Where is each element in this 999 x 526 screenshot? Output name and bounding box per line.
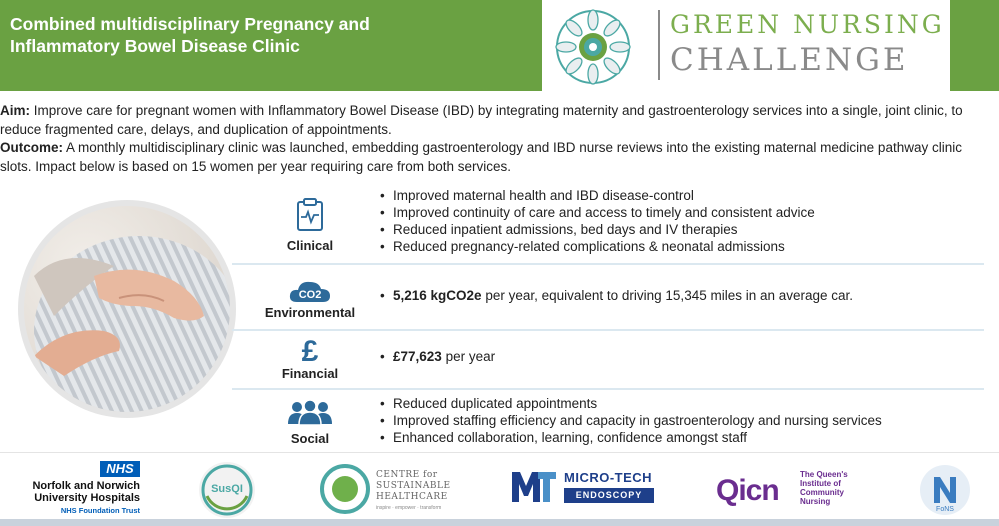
fons-icon bbox=[920, 465, 970, 515]
sunflower-logo-icon bbox=[552, 6, 634, 88]
financial-item bbox=[380, 348, 495, 365]
aim-text: Improve care for pregnant women with Inflammatory Bowel Disease (IBD) by integrating maternity and gastroenterology services into a single, joint clinic, to reduce fragmented care, delays, and duplication of appointments. bbox=[0, 103, 963, 137]
header-banner bbox=[0, 0, 999, 91]
section-divider bbox=[232, 329, 984, 331]
nhs-trust-name: NHS Foundation Trust bbox=[60, 506, 140, 515]
centre-sustainable-healthcare-logo bbox=[318, 462, 468, 518]
clinical-category bbox=[250, 198, 370, 253]
clinical-list bbox=[380, 187, 815, 255]
clinical-item: • Reduced inpatient admissions, bed days and IV therapies bbox=[380, 221, 815, 238]
clipboard-heartbeat-icon bbox=[293, 198, 327, 232]
intro-text bbox=[0, 102, 990, 176]
nhs-norfolk-norwich-logo bbox=[14, 461, 144, 517]
nhs-badge: NHS bbox=[100, 461, 140, 477]
brand-line-1: GREEN NURSING bbox=[670, 10, 945, 39]
financial-label: Financial bbox=[281, 366, 339, 381]
social-item: • Improved staffing efficiency and capacity in gastroenterology and nursing services bbox=[380, 412, 882, 429]
footer-bar bbox=[0, 519, 999, 526]
pregnant-belly-photo bbox=[24, 206, 230, 412]
clinical-item: • Improved continuity of care and access to timely and consistent advice bbox=[380, 204, 815, 221]
green-nursing-challenge-logo bbox=[542, 0, 950, 91]
people-group-icon bbox=[287, 399, 333, 425]
brand-line-2: CHALLENGE bbox=[670, 42, 909, 78]
clinical-item: • Reduced pregnancy-related complications & neonatal admissions bbox=[380, 238, 815, 255]
financial-value: £77,623 bbox=[393, 349, 442, 364]
title-line-2: Inflammatory Bowel Disease Clinic bbox=[10, 36, 300, 56]
financial-category bbox=[250, 335, 370, 381]
social-category bbox=[250, 399, 370, 446]
aim-label: Aim: bbox=[0, 103, 30, 118]
social-label: Social bbox=[290, 431, 330, 446]
environmental-list bbox=[380, 287, 853, 304]
aim-paragraph bbox=[0, 102, 990, 139]
section-divider bbox=[232, 388, 984, 390]
environmental-label: Environmental bbox=[264, 305, 356, 320]
qicn-wordmark: Qicn bbox=[716, 474, 779, 507]
qicn-logo bbox=[716, 466, 876, 514]
csh-name: CENTRE for SUSTAINABLE HEALTHCARE bbox=[376, 470, 451, 502]
pregnant-belly-photo-frame bbox=[18, 200, 236, 418]
clinical-label: Clinical bbox=[286, 238, 334, 253]
susqi-text: SusQI bbox=[211, 483, 243, 495]
financial-text: per year bbox=[441, 349, 496, 364]
fons-logo bbox=[920, 465, 970, 515]
financial-list bbox=[380, 348, 495, 365]
susqi-logo bbox=[199, 462, 255, 518]
environmental-value: 5,216 kgCO2e bbox=[393, 288, 482, 303]
micro-tech-endoscopy-logo bbox=[510, 466, 660, 506]
csh-tagline: inspire · empower · transform bbox=[376, 505, 442, 511]
section-divider bbox=[232, 263, 984, 265]
qicn-full-name: The Queen's Institute of Community Nursing bbox=[800, 470, 848, 506]
environmental-item bbox=[380, 287, 853, 304]
co2-cloud-icon bbox=[288, 278, 332, 304]
outcome-label: Outcome: bbox=[0, 140, 64, 155]
page-title bbox=[10, 13, 530, 57]
environmental-text: per year, equivalent to driving 15,345 miles in an average car. bbox=[481, 288, 854, 303]
csh-circle-icon bbox=[320, 464, 370, 514]
mt-monogram-icon bbox=[510, 468, 558, 504]
environmental-category bbox=[250, 278, 370, 320]
title-line-1: Combined multidisciplinary Pregnancy and bbox=[10, 14, 370, 34]
co2-icon-text: CO2 bbox=[298, 289, 322, 301]
fons-text: FoNS bbox=[936, 506, 954, 513]
mt-subtitle: ENDOSCOPY bbox=[564, 488, 654, 503]
pound-sign-icon: £ bbox=[301, 335, 319, 368]
clinical-item: • Improved maternal health and IBD disease-control bbox=[380, 187, 815, 204]
brand-divider bbox=[658, 10, 660, 80]
social-item: • Reduced duplicated appointments bbox=[380, 395, 882, 412]
social-item: • Enhanced collaboration, learning, confidence amongst staff bbox=[380, 429, 882, 446]
mt-name: MICRO-TECH bbox=[564, 470, 653, 485]
social-list bbox=[380, 395, 882, 446]
pregnant-belly-illustration bbox=[24, 206, 230, 412]
nhs-hospital-name: Norfolk and Norwich University Hospitals bbox=[32, 480, 140, 504]
outcome-paragraph bbox=[0, 139, 990, 176]
outcome-text: A monthly multidisciplinary clinic was launched, embedding gastroenterology and IBD nurse reviews into the existing maternal medicine pathway clinic slots. Impact below is based on 15 women per year requiring care from both services. bbox=[0, 140, 962, 174]
